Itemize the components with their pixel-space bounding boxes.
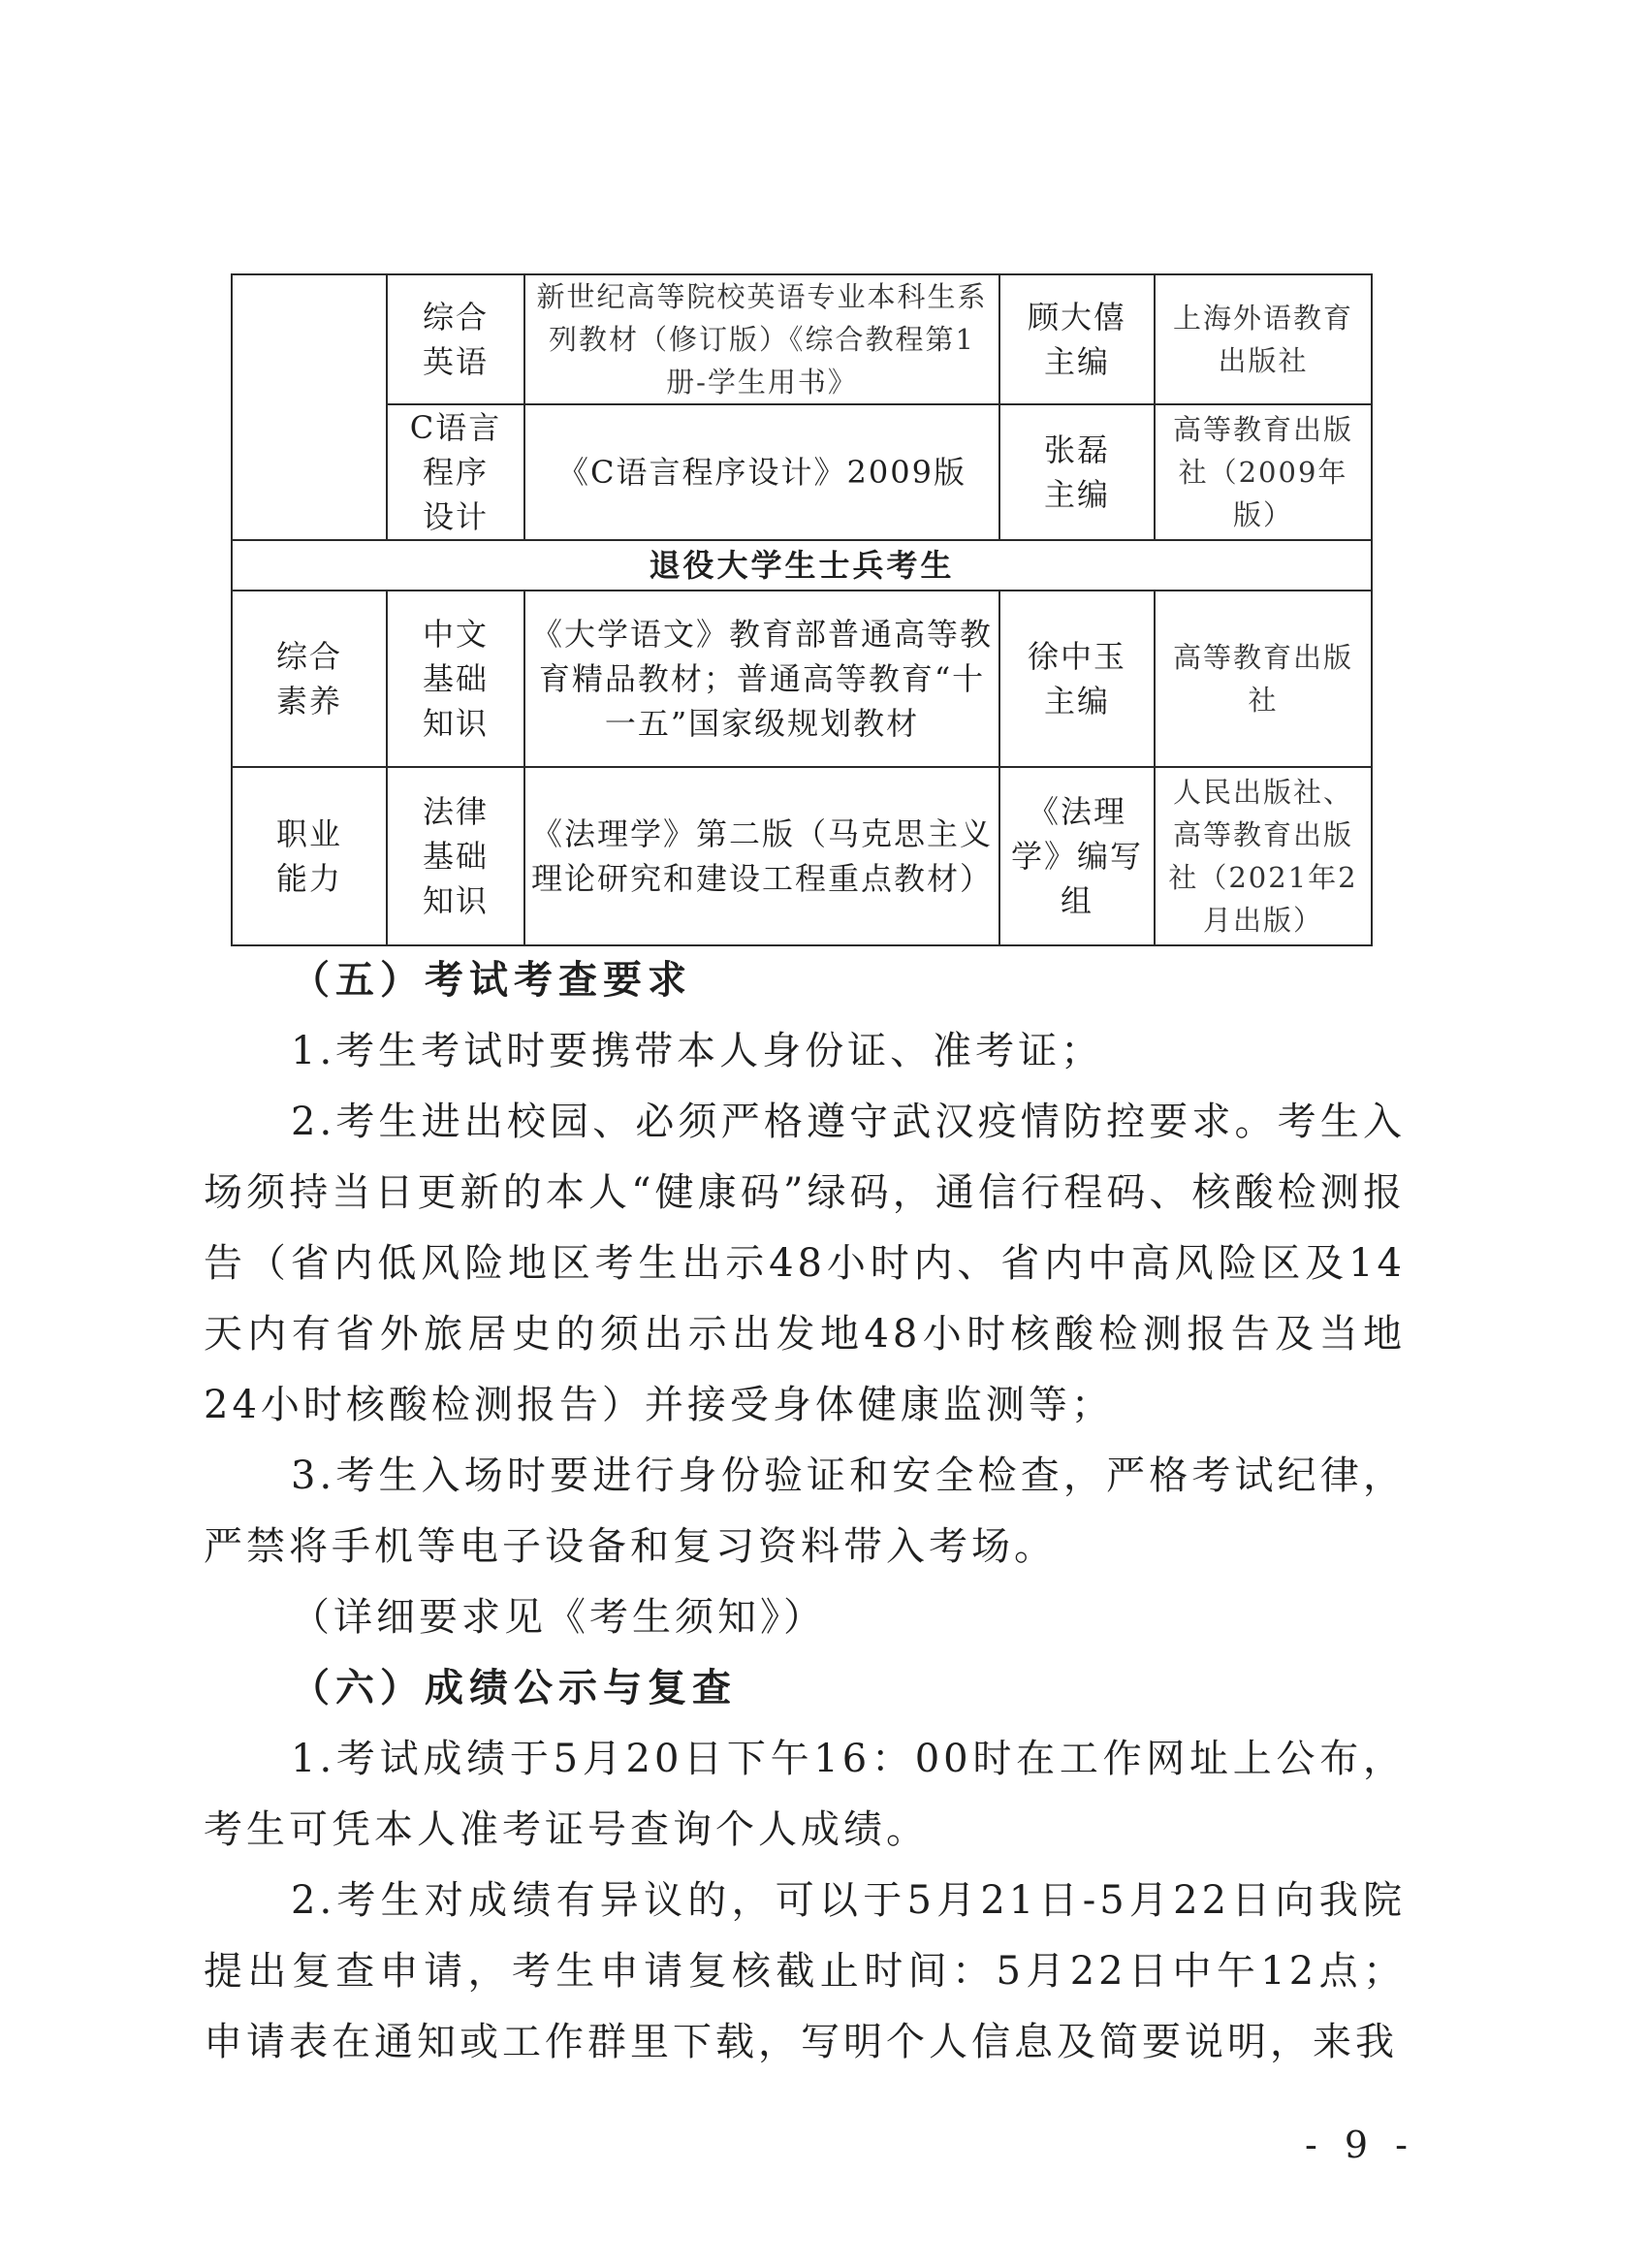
table-row [232,767,1372,945]
table-row [232,404,1372,540]
section-title-cell: 退役大学生士兵考生 [232,540,1372,591]
category-cell: 综合 素养 [232,591,387,767]
table-section-row [232,540,1372,591]
subject-cell: 综合 英语 [387,274,524,404]
editor-cell: 徐中玉 主编 [999,591,1155,767]
requirement-item: 1.考生考试时要携带本人身份证、准考证； [291,1029,1104,1073]
textbook-cell: 新世纪高等院校英语专业本科生系列教材（修订版）《综合教程第1册-学生用书》 [524,274,999,404]
requirement-item: 2.考生进出校园、必须严格遵守武汉疫情防控要求。考生入场须持当日更新的本人“健康码”绿码，通信行程码、核酸检测报告（省内低风险地区考生出示48小时内、省内中高风险区及14天内有省外旅居史的须出示出发地48小时核酸检测报告及当地24小时核酸检测报告）并接受身体健康监测等； [204,1100,1406,1427]
textbook-cell: 《C语言程序设计》2009版 [524,404,999,540]
section-five-heading: （五）考试考查要求 [291,958,692,1003]
publisher-cell: 人民出版社、高等教育出版社（2021年2月出版） [1155,767,1372,945]
publisher-cell: 上海外语教育出版社 [1155,274,1372,404]
editor-cell: 《法理学》编写组 [999,767,1155,945]
score-item: 2.考生对成绩有异议的，可以于5月21日-5月22日向我院提出复查申请，考生申请复核截止时间：5月22日中午12点；申请表在通知或工作群里下载，写明个人信息及简要说明，来我 [204,1878,1406,2064]
category-cell [232,274,387,540]
requirement-note: （详细要求见《考生须知》） [291,1595,826,1640]
page-number: - 9 - [1304,2124,1415,2166]
textbook-table [231,273,1373,946]
requirement-item: 3.考生入场时要进行身份验证和安全检查，严格考试纪律，严禁将手机等电子设备和复习资料带入考场。 [204,1453,1406,1569]
score-item: 1.考试成绩于5月20日下午16：00时在工作网址上公布，考生可凭本人准考证号查询个人成绩。 [204,1737,1406,1852]
textbook-cell: 《大学语文》教育部普通高等教育精品教材；普通高等教育“十一五”国家级规划教材 [524,591,999,767]
table-row [232,591,1372,767]
table-row [232,274,1372,404]
textbook-cell: 《法理学》第二版（马克思主义理论研究和建设工程重点教材） [524,767,999,945]
editor-cell: 张磊 主编 [999,404,1155,540]
editor-cell: 顾大僖 主编 [999,274,1155,404]
section-six-heading: （六）成绩公示与复查 [291,1666,737,1710]
subject-cell: C语言 程序 设计 [387,404,524,540]
subject-cell: 法律 基础 知识 [387,767,524,945]
publisher-cell: 高等教育出版社（2009年版） [1155,404,1372,540]
category-cell: 职业 能力 [232,767,387,945]
publisher-cell: 高等教育出版社 [1155,591,1372,767]
subject-cell: 中文 基础 知识 [387,591,524,767]
section-five [204,945,1406,2078]
